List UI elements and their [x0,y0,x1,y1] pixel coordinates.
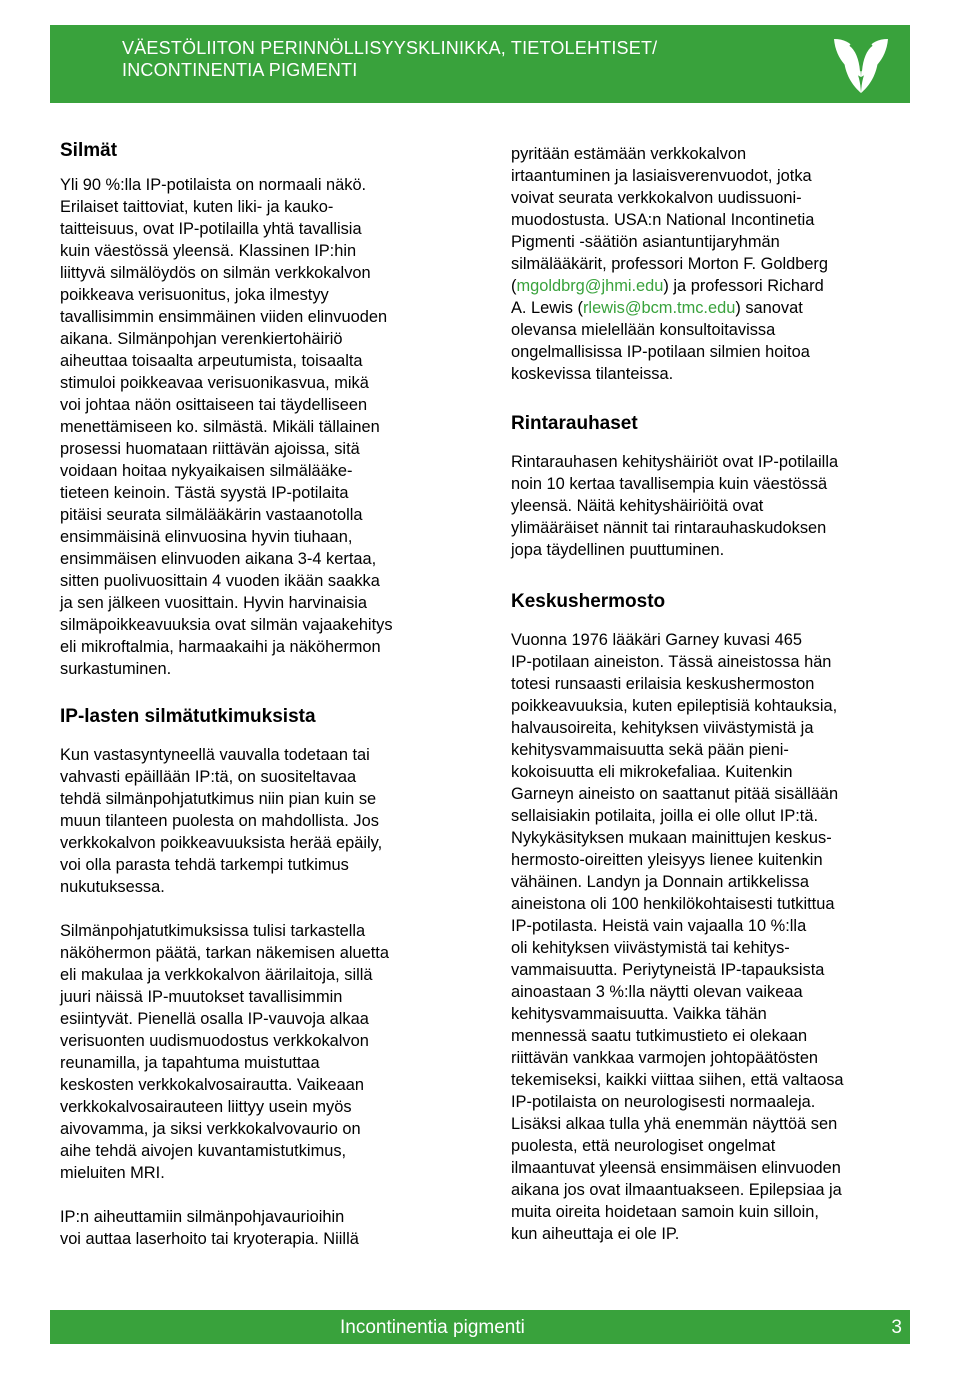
paragraph-line: ongelmallisissa IP-potilaan silmien hoitoa [511,343,810,361]
paragraph-line: reunamilla, ja tapahtuma muistuttaa [60,1054,320,1072]
heading-silmat: Silmät [60,140,118,161]
paragraph-line: aiheuttaa toisaalta arpeutumista, toisaalta [60,352,363,370]
heading-keskushermosto: Keskushermosto [511,591,666,612]
header-title-line1: VÄESTÖLIITON PERINNÖLLISYYSKLINIKKA, TIETOLEHTISET/ [122,38,658,58]
paragraph-line: voi auttaa laserhoito tai kryoterapia. Niillä [60,1230,359,1248]
paragraph-line: sitten puolivuosittain 4 vuoden ikään saakka [60,572,380,590]
paragraph-line: voi johtaa näön osittaiseen tai täydelliseen [60,396,368,414]
footer-title: Incontinentia pigmenti [340,1317,525,1338]
paragraph-line: sellaisiakin potilaita, joilla ei olle ollut IP:tä. [511,807,819,825]
left-column [60,140,460,1250]
paragraph-line: oli kehityksen viivästymistä tai kehitys- [511,939,790,957]
paragraph-line: mieluiten MRI. [60,1164,165,1182]
heading-rintarauhaset: Rintarauhaset [511,413,638,434]
paragraph-line [511,297,911,319]
paragraph-line: kun aiheuttaja ei ole IP. [511,1225,680,1243]
header-title-line2: INCONTINENTIA PIGMENTI [122,60,358,80]
paragraph-line: aivovamma, ja siksi verkkokalvovaurio on [60,1120,361,1138]
paragraph-line: taitteisuus, ovat IP-potilailla yhtä tavallisia [60,220,362,238]
paragraph-line: verisuonten uudismuodostus verkkokalvon [60,1032,369,1050]
paragraph-line: tieteen keinoin. Tästä syystä IP-potilaita [60,484,349,502]
paragraph-line: mennessä saatu tutkimustieto ei olekaan [511,1027,808,1045]
paragraph-line: keskosten verkkokalvosairautta. Vaikeaan [60,1076,364,1094]
paragraph-line: jopa täydellinen puuttuminen. [511,541,725,559]
paragraph-line: ensimmäisinä elinvuosina hyvin tiuhaan, [60,528,353,546]
paragraph-line: hermosto-oireitten yleisyys lienee kuitenkin [511,851,823,869]
text-fragment: A. Lewis ( [511,299,583,317]
paragraph-line: IP-potilaan aineiston. Tässä aineistossa hän [511,653,832,671]
paragraph-line: ylimääräiset nännit tai rintarauhaskudoksen [511,519,827,537]
paragraph-line: ja sen jälkeen vuosittain. Hyvin harvinaisia [60,594,368,612]
paragraph-silmanpohjavauriot [60,1206,460,1250]
paragraph-line: Erilaiset taittoviat, kuten liki- ja kauko- [60,198,334,216]
paragraph-line: silmälääkärit, professori Morton F. Goldberg [511,255,829,273]
paragraph-line: ensimmäisen elinvuoden aikana 3-4 kertaa, [60,550,377,568]
paragraph-line: puolesta, että neurologiset ongelmat [511,1137,776,1155]
paragraph-line: liittyvä silmälöydös on silmän verkkokalvon [60,264,371,282]
paragraph-line: kehitysvammaisuutta sekä pään pieni- [511,741,789,759]
header-title [122,37,782,81]
paragraph-line: halvausoireita, kehityksen viivästymistä ja [511,719,814,737]
paragraph-line: aikana jos ovat ilmaantuakseen. Epilepsiaa ja [511,1181,842,1199]
paragraph-line: eli mikroftalmia, harmaakaihi ja näköhermon [60,638,381,656]
right-column [511,143,911,1245]
paragraph-line: irtaantuminen ja lasiaisverenvuodot, jotka [511,167,812,185]
paragraph-line: Silmänpohjatutkimuksissa tulisi tarkastella [60,922,366,940]
paragraph-line: stimuloi poikkeavaa verisuonikasvua, mikä [60,374,369,392]
paragraph-line: tavallisimmin ensimmäinen viiden elinvuoden [60,308,388,326]
paragraph-line: Pigmenti -säätiön asiantuntijaryhmän [511,233,780,251]
paragraph-line: IP-potilasta. Heistä vain vajaalla 10 %:lla [511,917,807,935]
paragraph-line: prosessi huomataan riittävän ajoissa, sitä [60,440,360,458]
paragraph-line: muita oireita hoidetaan samoin kuin silloin, [511,1203,819,1221]
text-fragment: ( [511,277,517,295]
paragraph-line: riittävän vankkaa varmojen johtopäätösten [511,1049,819,1067]
paragraph-line: olevansa mielellään konsultoitavissa [511,321,776,339]
paragraph-line: noin 10 kertaa tavallisempia kuin väestössä [511,475,828,493]
paragraph-line: koskevissa tilanteissa. [511,365,674,383]
paragraph-line: kuin väestössä yleensä. Klassinen IP:hin [60,242,357,260]
paragraph-line: esiintyvät. Pienellä osalla IP-vauvoja alkaa [60,1010,369,1028]
paragraph-line: voivat seurata verkkokalvon uudissuoni- [511,189,802,207]
page-number: 3 [891,1317,902,1338]
paragraph-line: verkkokalvosairauteen liittyy usein myös [60,1098,352,1116]
vaestoliitto-leaf-logo-icon [828,31,894,97]
paragraph-line: Yli 90 %:lla IP-potilaista on normaali näkö. [60,176,367,194]
paragraph-line: silmäpoikkeavuuksia ovat silmän vajaakehitys [60,616,393,634]
paragraph-silmat [60,174,460,680]
paragraph-line: poikkeavuuksia, kuten epileptisiä kohtauksia, [511,697,838,715]
paragraph-line: aikana. Silmänpohjan verenkiertohäiriö [60,330,343,348]
paragraph-line: kokoisuutta eli mikrokefaliaa. Kuitenkin [511,763,793,781]
paragraph-line: pitäisi seurata silmälääkärin vastaanotolla [60,506,363,524]
paragraph-line: voi olla parasta tehdä tarkempi tutkimus [60,856,349,874]
paragraph-line: ilmaantuvat yleensä ensimmäisen elinvuoden [511,1159,841,1177]
paragraph-line: aihe tehdä aivojen kuvantamistutkimus, [60,1142,347,1160]
paragraph-line: pyritään estämään verkkokalvon [511,145,747,163]
paragraph-line: nukutuksessa. [60,878,165,896]
paragraph-line: tehdä silmänpohjatutkimus niin pian kuin se [60,790,377,808]
paragraph-vastasyntynyt [60,744,460,898]
paragraph-line: Nykykäsityksen mukaan mainittujen keskus- [511,829,832,847]
paragraph-keskushermosto [511,629,911,1245]
paragraph-line: Vuonna 1976 lääkäri Garney kuvasi 465 [511,631,802,649]
paragraph-rintarauhaset [511,451,911,561]
paragraph-line: tekemiseksi, kaikki viittaa siihen, että valtaosa [511,1071,844,1089]
paragraph-line: IP:n aiheuttamiin silmänpohjavaurioihin [60,1208,345,1226]
paragraph-line: vähäinen. Landyn ja Donnain artikkelissa [511,873,809,891]
paragraph-line: verkkokalvon poikkeavuuksista herää epäily, [60,834,383,852]
paragraph-silmanpohjatutkimukset [60,920,460,1184]
paragraph-line: muodostusta. USA:n National Incontinetia [511,211,815,229]
paragraph-line: Rintarauhasen kehityshäiriöt ovat IP-potilailla [511,453,839,471]
paragraph-line: surkastuminen. [60,660,172,678]
paragraph-line: totesi runsaasti erilaisia keskushermoston [511,675,815,693]
paragraph-line: Garneyn aineisto on saattanut pitää sisällään [511,785,839,803]
paragraph-line: Lisäksi alkaa tulla yhä enemmän näyttöä sen [511,1115,838,1133]
paragraph-line: vammaisuutta. Periytyneistä IP-tapauksista [511,961,825,979]
paragraph-line: näköhermon päätä, tarkan näkemisen aluetta [60,944,389,962]
heading-ip-lasten-silmatutkimuksista: IP-lasten silmätutkimuksista [60,706,316,727]
paragraph-line: yleensä. Näitä kehityshäiriöitä ovat [511,497,764,515]
paragraph-verkkokalvo-jatko [511,143,911,385]
page-header [50,25,910,103]
paragraph-line: vahvasti epäillään IP:tä, on suositeltavaa [60,768,357,786]
paragraph-line: poikkeava verisuonitus, joka ilmestyy [60,286,329,304]
paragraph-line: IP-potilaista on neurologisesti normaaleja. [511,1093,816,1111]
paragraph-line: muun tilanteen puolesta on mahdollista. Jos [60,812,379,830]
email-link-goldberg[interactable]: mgoldbrg@jhmi.edu [516,277,664,295]
text-fragment: ) sanovat [735,299,803,317]
email-link-lewis[interactable]: rlewis@bcm.tmc.edu [582,299,736,317]
paragraph-line [511,275,911,297]
paragraph-line: voidaan hoitaa nykyaikaisen silmälääke- [60,462,353,480]
paragraph-line: juuri näissä IP-muutokset tavallisimmin [60,988,343,1006]
paragraph-line: eli makulaa ja verkkokalvon äärilaitoja, sillä [60,966,373,984]
text-fragment: ) ja professori Richard [663,277,824,295]
paragraph-line: kehitysvammaisuutta. Vaikka tähän [511,1005,767,1023]
paragraph-line: Kun vastasyntyneellä vauvalla todetaan tai [60,746,370,764]
page-footer [50,1310,910,1344]
paragraph-line: menettämiseen ko. silmästä. Mikäli tällainen [60,418,380,436]
paragraph-line: aineistona oli 100 henkilökohtaisesti tutkittua [511,895,835,913]
paragraph-line: ainoastaan 3 %:lla näytti olevan vaikeaa [511,983,803,1001]
